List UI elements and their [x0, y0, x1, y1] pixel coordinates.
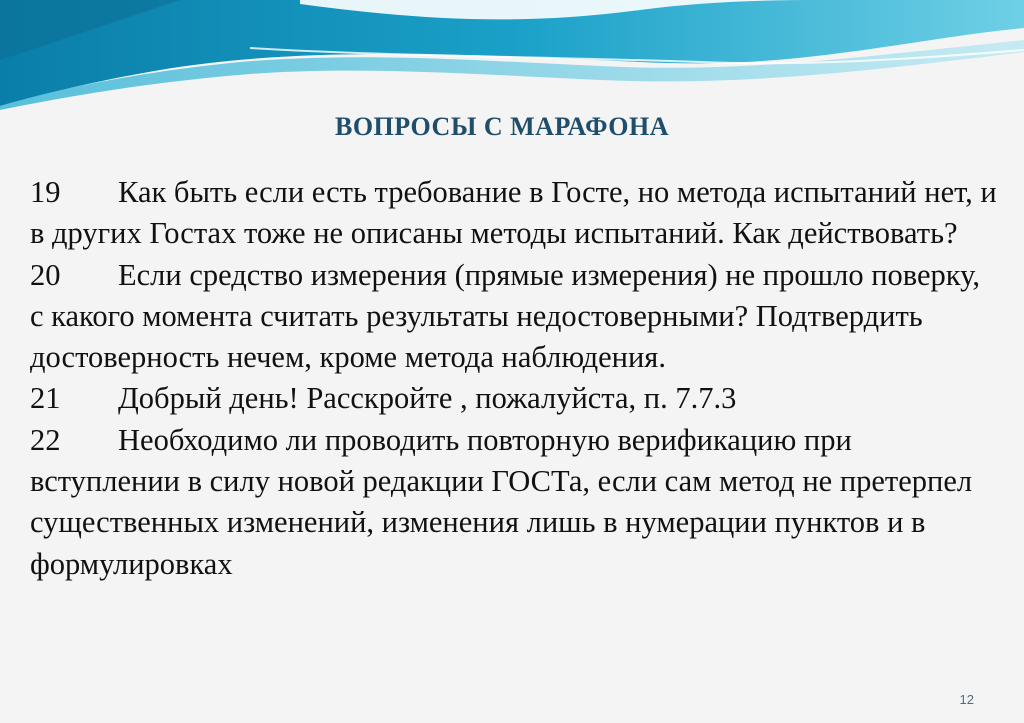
question-text: Как быть если есть требование в Госте, но метода испытаний нет, и в других Гостах тоже не описаны методы испытаний. Как действовать? — [30, 175, 997, 251]
wave-header-decoration — [0, 0, 1024, 110]
question-number: 20 — [30, 257, 61, 292]
question-list — [30, 172, 1000, 585]
question-item — [30, 420, 1000, 585]
question-number: 21 — [30, 381, 61, 416]
question-item — [30, 255, 1000, 379]
page-number: 12 — [959, 692, 974, 707]
question-number: 19 — [30, 175, 61, 209]
question-item — [30, 172, 1000, 255]
question-number: 22 — [30, 422, 61, 457]
question-text: Добрый день! Расскройте , пожалуйста, п. 7.7.3 — [118, 381, 737, 416]
question-item — [30, 378, 1000, 419]
slide-title: ВОПРОСЫ С МАРАФОНА — [334, 112, 670, 141]
question-text: Если средство измерения (прямые измерения) не прошло поверку, с какого момента считать результаты недостоверными? Подтвердить достоверность нечем, кроме метода наблюдения. — [30, 257, 980, 375]
question-text: Необходимо ли проводить повторную верификацию при вступлении в силу новой редакции ГОСТа, если сам метод не претерпел существенных изменений, изменения лишь в нумерации пунктов и в формулировках — [30, 422, 973, 581]
